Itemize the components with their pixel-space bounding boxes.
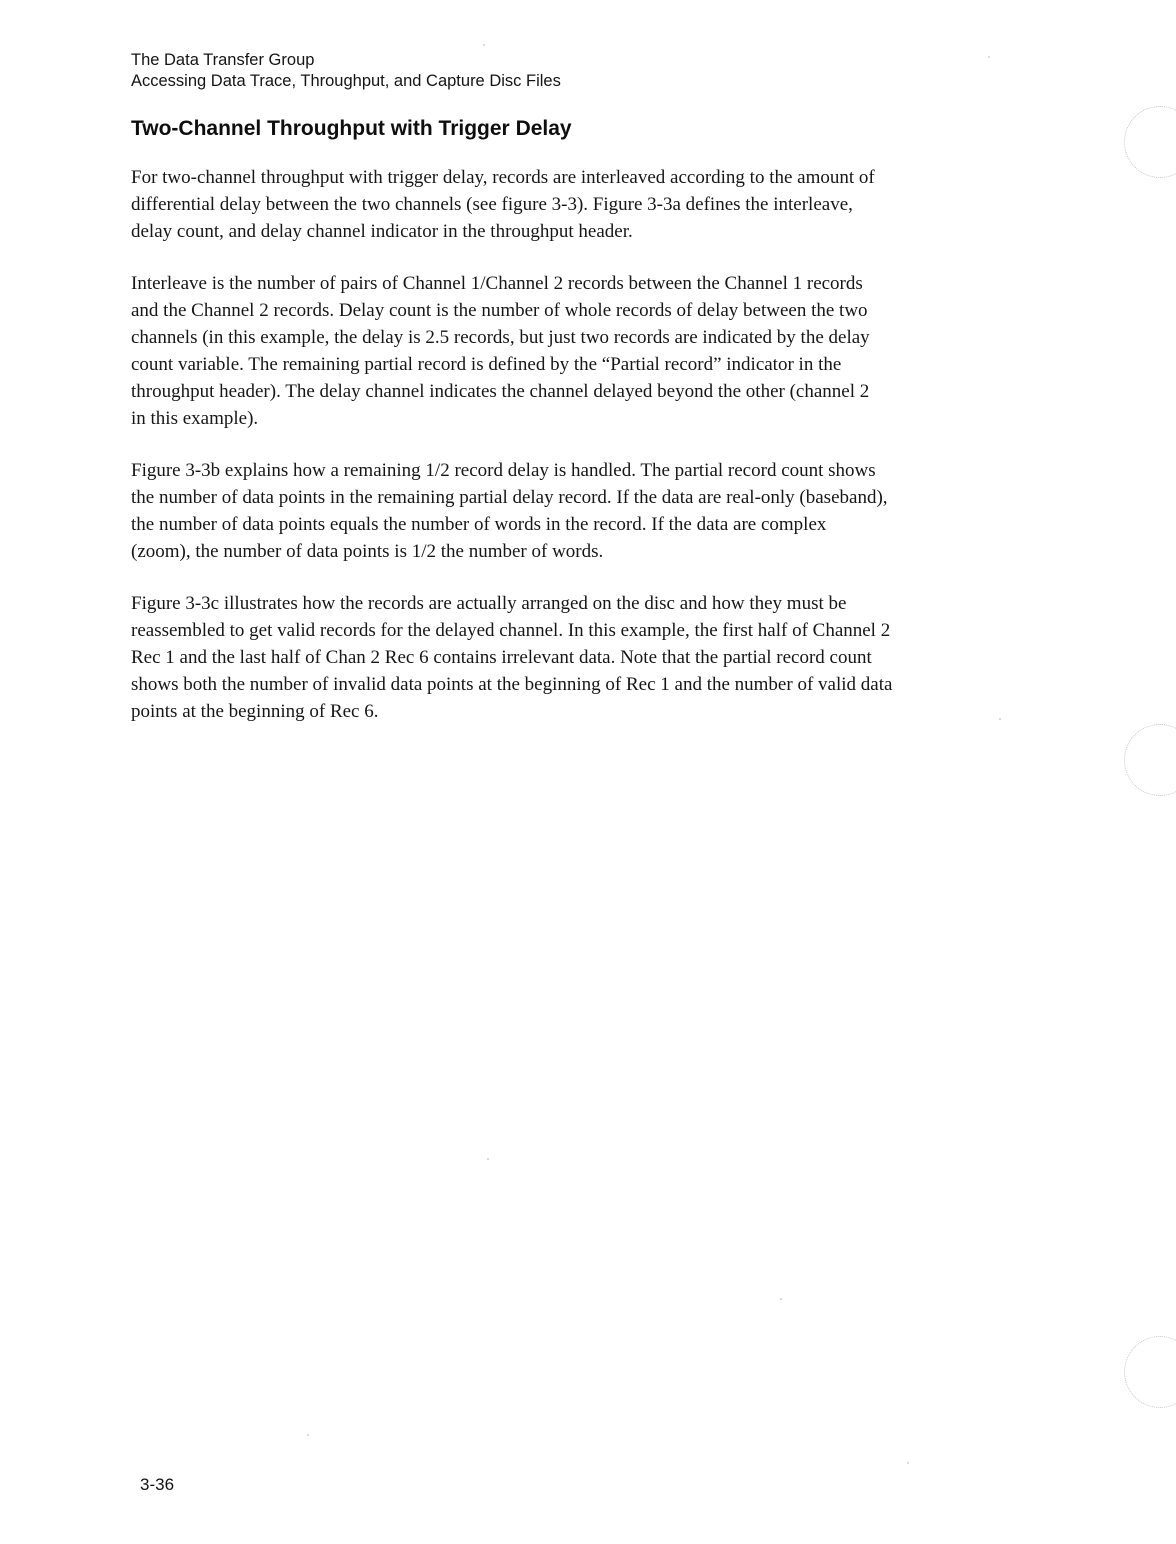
- binder-hole: [1124, 724, 1176, 796]
- page-number: 3-36: [140, 1475, 175, 1494]
- text-line: delay count, and delay channel indicator in the throughput header.: [131, 221, 633, 242]
- text-line: differential delay between the two channels (see figure 3-3). Figure 3-3a defines the interleave,: [131, 194, 853, 215]
- text-line: Rec 1 and the last half of Chan 2 Rec 6 contains irrelevant data. Note that the partial record count: [131, 647, 872, 668]
- running-header: [131, 50, 561, 92]
- text-line: the number of data points equals the number of words in the record. If the data are complex: [131, 514, 827, 535]
- text-line: the number of data points in the remaining partial delay record. If the data are real-only (baseband),: [131, 487, 888, 508]
- header-group-title: The Data Transfer Group: [131, 51, 315, 69]
- header-section-title: Accessing Data Trace, Throughput, and Capture Disc Files: [131, 72, 561, 90]
- paragraph-interleave: [131, 270, 1061, 432]
- section-heading: Two-Channel Throughput with Trigger Delay: [131, 117, 572, 140]
- text-line: count variable. The remaining partial record is defined by the “Partial record” indicator in the: [131, 354, 842, 375]
- scan-speck: [487, 1158, 489, 1160]
- body-text: [131, 164, 1061, 750]
- scan-speck: [999, 718, 1001, 720]
- text-line: (zoom), the number of data points is 1/2 the number of words.: [131, 541, 604, 562]
- text-line: reassembled to get valid records for the delayed channel. In this example, the first half of Channel 2: [131, 620, 891, 641]
- paragraph-intro: [131, 164, 1061, 245]
- paragraph-figure-3-3c: [131, 590, 1061, 725]
- text-line: shows both the number of invalid data points at the beginning of Rec 1 and the number of valid data: [131, 674, 893, 695]
- text-line: points at the beginning of Rec 6.: [131, 701, 379, 722]
- binder-hole: [1124, 1336, 1176, 1408]
- text-line: For two-channel throughput with trigger delay, records are interleaved according to the amount of: [131, 167, 875, 188]
- text-line: and the Channel 2 records. Delay count is the number of whole records of delay between the two: [131, 300, 868, 321]
- text-line: throughput header). The delay channel indicates the channel delayed beyond the other (channel 2: [131, 381, 870, 402]
- text-line: Interleave is the number of pairs of Channel 1/Channel 2 records between the Channel 1 records: [131, 273, 863, 294]
- text-line: in this example).: [131, 408, 259, 429]
- binder-hole: [1124, 106, 1176, 178]
- paragraph-figure-3-3b: [131, 457, 1061, 565]
- scan-speck: [988, 56, 990, 58]
- scan-speck: [307, 1434, 309, 1436]
- text-line: channels (in this example, the delay is 2.5 records, but just two records are indicated by the delay: [131, 327, 870, 348]
- scan-speck: [907, 1462, 909, 1464]
- scan-speck: [780, 1298, 782, 1300]
- scan-speck: [483, 44, 485, 46]
- text-line: Figure 3-3b explains how a remaining 1/2 record delay is handled. The partial record count shows: [131, 460, 876, 481]
- text-line: Figure 3-3c illustrates how the records are actually arranged on the disc and how they must be: [131, 593, 847, 614]
